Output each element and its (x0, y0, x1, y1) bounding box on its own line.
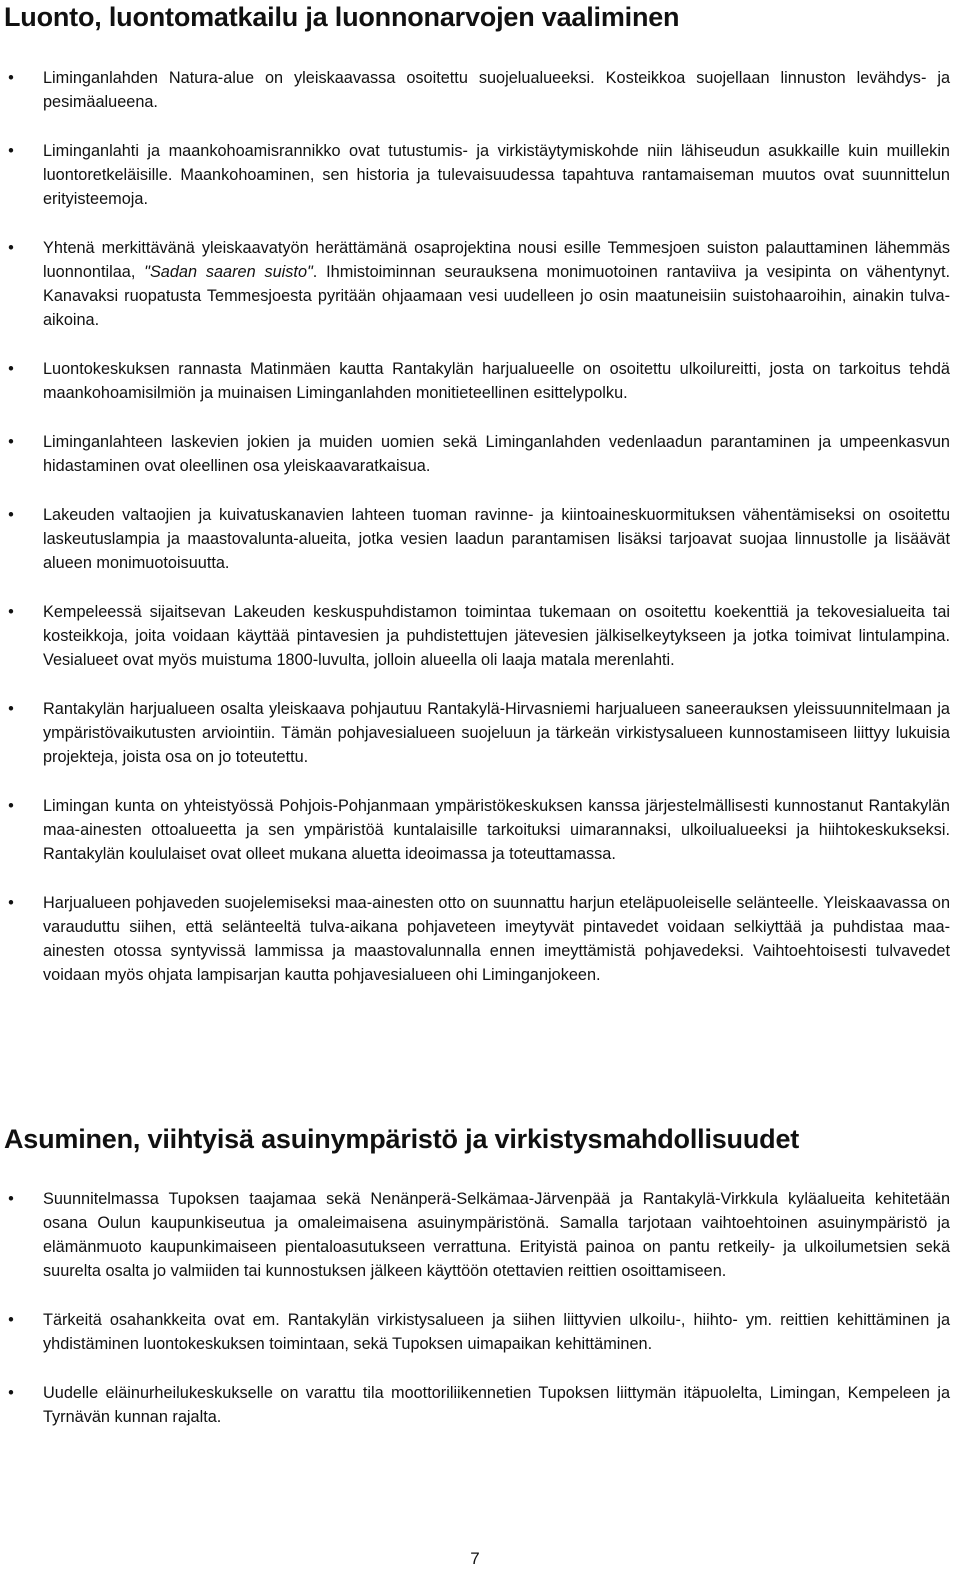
list-item (0, 357, 950, 405)
project-name-emphasis: "Sadan saaren suisto" (144, 263, 313, 281)
bullet-text-part: . Ihmistoiminnan seurauksena monimuotoinen rantaviiva ja vesipinta on vähentynyt. Kanavaksi ruopatusta Temmesjoesta pyritään ohjaamaan vesi uudelleen jo osin maatuneisiin suistohaaroihin, ainakin tulva-aikoina. (43, 263, 950, 329)
list-item (0, 139, 950, 211)
list-item (0, 236, 950, 332)
page-number: 7 (470, 1549, 480, 1568)
bullet-icon: • (8, 142, 14, 160)
bullet-text: Liminganlahteen laskevien jokien ja muiden uomien sekä Liminganlahden vedenlaadun parantaminen ja umpeenkasvun hidastaminen ovat oleellinen osa yleiskaavaratkaisua. (43, 433, 950, 475)
bullet-text: Liminganlahden Natura-alue on yleiskaavassa osoitettu suojelualueeksi. Kosteikkoa suojellaan linnuston levähdys- ja pesimäalueena. (43, 69, 950, 111)
list-item (0, 1308, 950, 1356)
section-heading-living: Asuminen, viihtyisä asuinympäristö ja virkistysmahdollisuudet (4, 1124, 800, 1154)
nature-bullet-list (0, 66, 950, 1012)
living-bullet-list (0, 1187, 950, 1454)
bullet-text: Harjualueen pohjaveden suojelemiseksi maa-ainesten otto on suunnattu harjun eteläpuoleiselle selänteelle. Yleiskaavassa on varauduttu siihen, että selänteeltä tulva-aikana pohjaveteen imeytyvät pintavedet voidaan selkiyttää ja puhdistaa maa-ainesten otossa syntyvissä lammissa ja maastovalunnalla ennen imeyttämistä pohjavedeksi. Vaihtoehtoisesti tulvavedet voidaan myös ohjata lampisarjan kautta pohjavesialueen ohi Liminganjokeen. (43, 894, 950, 984)
list-item (0, 697, 950, 769)
bullet-icon: • (8, 1311, 14, 1329)
bullet-text: Rantakylän harjualueen osalta yleiskaava pohjautuu Rantakylä-Hirvasniemi harjualueen saneerauksen yleissuunnitelmaan ja ympäristövaikutusten arviointiin. Tämän pohjavesialueen suojeluun ja tärkeän virkistysalueen kunnostamiseen liittyy lukuisia projekteja, joista osa on jo toteutettu. (43, 700, 950, 766)
list-item (0, 430, 950, 478)
list-item (0, 794, 950, 866)
bullet-icon: • (8, 1384, 14, 1402)
bullet-icon: • (8, 797, 14, 815)
list-item (0, 66, 950, 114)
bullet-icon: • (8, 69, 14, 87)
bullet-text: Kempeleessä sijaitsevan Lakeuden keskuspuhdistamon toimintaa tukemaan on osoitettu koekenttiä ja tekovesialueita tai kosteikkoja, joita voidaan käyttää pintavesien ja puhdistettujen jätevesien jälkiselkeytykseen ja jotka toimivat lintulampina. Vesialueet ovat myös muistuma 1800-luvulta, jolloin alueella oli laaja matala merenlahti. (43, 603, 950, 669)
bullet-icon: • (8, 239, 14, 257)
bullet-icon: • (8, 603, 14, 621)
bullet-text: Suunnitelmassa Tupoksen taajamaa sekä Nenänperä-Selkämaa-Järvenpää ja Rantakylä-Virkkula kyläalueita kehitetään osana Oulun kaupunkiseutua ja omaleimaisena asuinympäristönä. Samalla tarjotaan vaihtoehtoinen asuinympäristö ja elämänmuoto kaupunkimaiseen pientaloasutukseen verrattuna. Erityistä painoa on pantu retkeily- ja ulkoilumetsien sekä suurelta osalta jo valmiiden tai kunnostuksen jälkeen käyttöön otettavien reittien osoittamiseen. (43, 1190, 950, 1280)
bullet-text: Lakeuden valtaojien ja kuivatuskanavien lahteen tuoman ravinne- ja kiintoaineskuormituksen vähentämiseksi on osoitettu laskeutuslampia ja maastovalunta-alueita, jotka vesien laadun parantamisen lisäksi tarjoavat suojaa linnustolle ja lisäävät alueen monimuotoisuutta. (43, 506, 950, 572)
bullet-text: Luontokeskuksen rannasta Matinmäen kautta Rantakylän harjualueelle on osoitettu ulkoilureitti, josta on tarkoitus tehdä maankohoamisilmiön ja muinaisen Liminganlahden monitieteellinen esittelypolku. (43, 360, 950, 402)
list-item (0, 1381, 950, 1429)
list-item (0, 503, 950, 575)
section-heading-nature: Luonto, luontomatkailu ja luonnonarvojen vaaliminen (4, 2, 680, 32)
bullet-icon: • (8, 433, 14, 451)
bullet-text: Uudelle eläinurheilukeskukselle on varattu tila moottoriliikennetien Tupoksen liittymän itäpuolelta, Limingan, Kempeleen ja Tyrnävän kunnan rajalta. (43, 1384, 950, 1426)
bullet-text: Limingan kunta on yhteistyössä Pohjois-Pohjanmaan ympäristökeskuksen kanssa järjestelmällisesti kunnostanut Rantakylän maa-ainesten ottoalueetta ja sen ympäristöä kuntalaisille tarkoituksi uimarannaksi, ulkoilualueeksi ja hiihtokeskukseksi. Rantakylän koululaiset ovat olleet mukana aluetta ideoimassa ja toteuttamassa. (43, 797, 950, 863)
bullet-icon: • (8, 894, 14, 912)
bullet-text-part: Yhtenä merkittävänä yleiskaavatyön herättämänä osaprojektina nousi esille Temmesjoen suiston palauttaminen lähemmäs luonnontilaa, (43, 239, 950, 281)
bullet-icon: • (8, 360, 14, 378)
bullet-icon: • (8, 1190, 14, 1208)
bullet-icon: • (8, 700, 14, 718)
bullet-text: Tärkeitä osahankkeita ovat em. Rantakylän virkistysalueen ja siihen liittyvien ulkoilu-, hiihto- ym. reittien kehittäminen ja yhdistäminen luontokeskuksen toimintaan, sekä Tupoksen uimapaikan kehittäminen. (43, 1311, 950, 1353)
bullet-icon: • (8, 506, 14, 524)
list-item (0, 600, 950, 672)
list-item (0, 891, 950, 987)
bullet-text: Liminganlahti ja maankohoamisrannikko ovat tutustumis- ja virkistäytymiskohde niin lähiseudun asukkaille kuin muillekin luontoretkeläisille. Maankohoaminen, sen historia ja tulevaisuudessa tapahtuva rantamaiseman muutos ovat suunnittelun erityisteemoja. (43, 142, 950, 208)
list-item (0, 1187, 950, 1283)
